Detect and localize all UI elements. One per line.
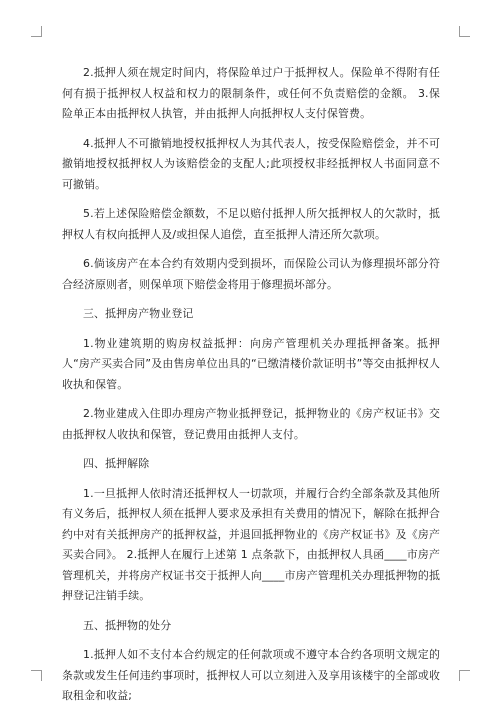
- paragraph-release-conditions: 1.一旦抵押人依时清还抵押权人一切款项，并履行合约全部条款及其他所有义务后，抵押权人须在抵押人要求及承担有关费用的情况下，解除在抵押合约中对有关抵押房产的抵押权益，并退回抵押物业的《房产权证书》及《房产买卖合同》。 2.抵押人在履行上述第 1 点条款下，由抵押权人具函____市房产管理机关，并将房产权证书交于抵押人向____市房产管理机关办理抵押物的抵押登记注销手续。: [62, 486, 440, 602]
- crop-mark-top-left: [31, 26, 42, 37]
- paragraph-construction-period-mortgage: 1.物业建筑期的购房权益抵押：向房产管理机关办理抵押备案。抵押人“房产买卖合同”及由售房单位出具的“已缴清楼价款证明书”等交由抵押权人收执和保管。: [62, 336, 440, 391]
- paragraph-insufficient-compensation: 5.若上述保险赔偿金额数，不足以赔付抵押人所欠抵押权人的欠款时，抵押权人有权向抵押人及/或担保人追偿，直至抵押人清还所欠款项。: [62, 207, 440, 241]
- paragraph-default-remedies: 1.抵押人如不支付本合约规定的任何款项或不遵守本合约各项明文规定的条款或发生任何违约事项时，抵押权人可以立刻进入及享用该楼宇的全部或收取租金和收益;: [62, 648, 440, 702]
- document-body: [62, 63, 440, 716]
- crop-mark-top-right: [459, 26, 470, 37]
- paragraph-insurance-transfer: 2.抵押人须在规定时间内，将保险单过户于抵押权人。保险单不得附有任何有损于抵押权人权益和权力的限制条件，或任何不负责赔偿的金额。 3.保险单正本由抵押权人执管，并由抵押人向抵押权人支付保管费。: [62, 66, 440, 120]
- heading-disposal-of-collateral: 五、抵押物的处分: [83, 618, 172, 632]
- paragraph-damage-repair: 6.倘该房产在本合约有效期内受到损坏，而保险公司认为修理损坏部分符合经济原则者，则保单项下赔偿金将用于修理损坏部分。: [62, 257, 440, 291]
- heading-property-registration: 三、抵押房产物业登记: [83, 307, 194, 320]
- crop-mark-bottom-left: [31, 670, 42, 681]
- heading-mortgage-release: 四、抵押解除: [83, 457, 150, 470]
- paragraph-completion-registration: 2.物业建成入住即办理房产物业抵押登记，抵押物业的《房产权证书》交由抵押权人收执和保管，登记费用由抵押人支付。: [62, 407, 440, 441]
- crop-mark-bottom-right: [459, 670, 470, 681]
- paragraph-irrevocable-authorization: 4.抵押人不可撤销地授权抵押权人为其代表人，按受保险赔偿金，并不可撤销地授权抵押权人为该赔偿金的支配人;此项授权非经抵押权人书面同意不可撤销。: [62, 136, 440, 191]
